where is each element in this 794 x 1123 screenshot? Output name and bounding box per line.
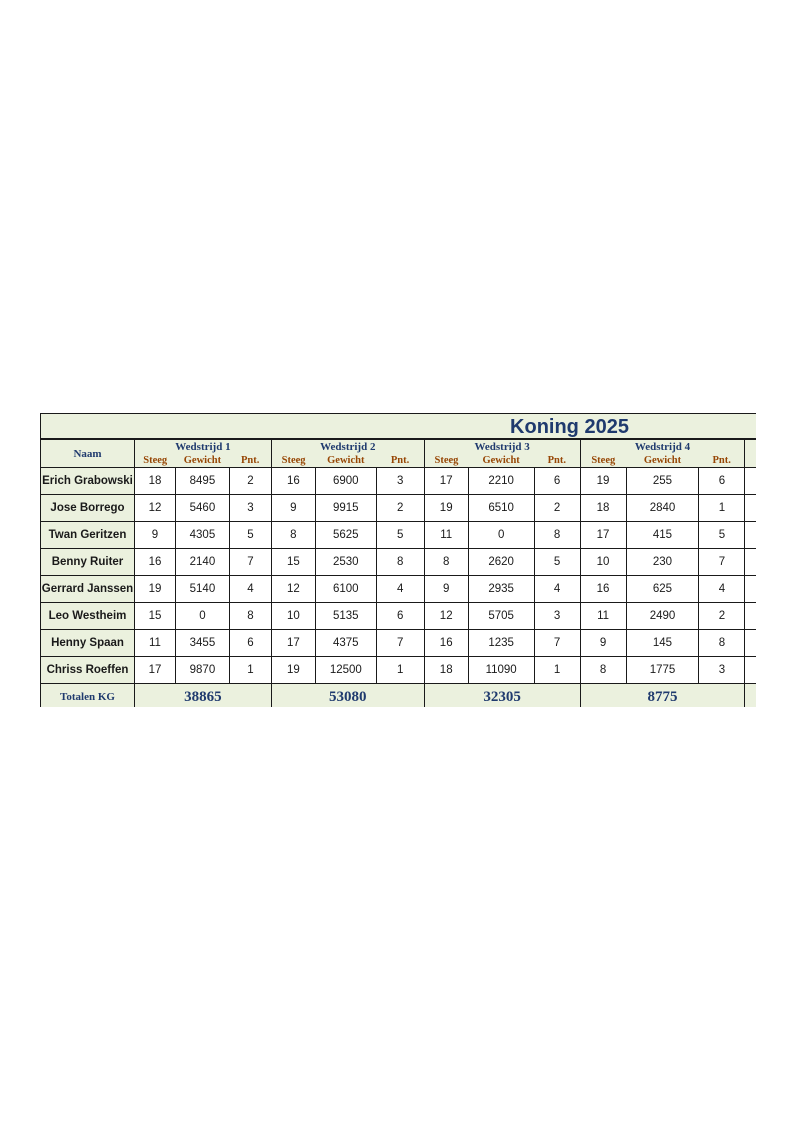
match-1-pnt-cell: 5 (229, 522, 271, 549)
player-name: Leo Westheim (41, 603, 135, 630)
match-2-header: Wedstrijd 2 (271, 440, 424, 455)
next-match-edge-cell (745, 549, 756, 576)
player-name: Jose Borrego (41, 495, 135, 522)
match-1-steeg-cell: 17 (134, 657, 175, 684)
match-4-gewicht-cell: 415 (626, 522, 699, 549)
match-4-pnt-header: Pnt. (699, 454, 745, 468)
match-1-pnt-cell: 1 (229, 657, 271, 684)
match-4-gewicht-header: Gewicht (626, 454, 699, 468)
match-2-gewicht-cell: 12500 (315, 657, 376, 684)
match-2-pnt-cell: 1 (376, 657, 424, 684)
match-2-total: 53080 (271, 684, 424, 708)
score-table (40, 439, 756, 707)
next-match-edge-cell (745, 522, 756, 549)
match-3-steeg-cell: 8 (424, 549, 468, 576)
match-1-gewicht-cell: 2140 (175, 549, 229, 576)
match-2-pnt-cell: 2 (376, 495, 424, 522)
match-3-pnt-header: Pnt. (534, 454, 580, 468)
match-1-pnt-cell: 3 (229, 495, 271, 522)
match-4-total: 8775 (580, 684, 745, 708)
match-2-gewicht-cell: 6900 (315, 468, 376, 495)
table-row (41, 657, 757, 684)
next-match-edge-cell (745, 657, 756, 684)
naam-header: Naam (41, 440, 135, 468)
match-1-gewicht-cell: 8495 (175, 468, 229, 495)
table-row (41, 576, 757, 603)
match-4-steeg-header: Steeg (580, 454, 626, 468)
match-1-steeg-cell: 16 (134, 549, 175, 576)
match-2-gewicht-cell: 9915 (315, 495, 376, 522)
match-4-steeg-cell: 11 (580, 603, 626, 630)
match-4-gewicht-cell: 255 (626, 468, 699, 495)
match-2-pnt-header: Pnt. (376, 454, 424, 468)
match-2-steeg-cell: 15 (271, 549, 315, 576)
match-3-gewicht-cell: 0 (468, 522, 534, 549)
match-1-steeg-header: Steeg (134, 454, 175, 468)
match-3-gewicht-cell: 6510 (468, 495, 534, 522)
match-4-steeg-cell: 9 (580, 630, 626, 657)
next-match-edge-cell (745, 630, 756, 657)
match-4-pnt-cell: 6 (699, 468, 745, 495)
player-name: Erich Grabowski (41, 468, 135, 495)
match-4-gewicht-cell: 145 (626, 630, 699, 657)
next-match-edge-cell (745, 576, 756, 603)
table-row (41, 603, 757, 630)
match-2-steeg-cell: 16 (271, 468, 315, 495)
match-4-pnt-cell: 3 (699, 657, 745, 684)
match-3-pnt-cell: 5 (534, 549, 580, 576)
match-2-pnt-cell: 4 (376, 576, 424, 603)
match-2-steeg-header: Steeg (271, 454, 315, 468)
match-2-steeg-cell: 17 (271, 630, 315, 657)
match-4-gewicht-cell: 625 (626, 576, 699, 603)
table-row (41, 495, 757, 522)
player-name: Henny Spaan (41, 630, 135, 657)
match-4-gewicht-cell: 2840 (626, 495, 699, 522)
match-2-steeg-cell: 19 (271, 657, 315, 684)
next-match-edge (745, 440, 756, 468)
match-1-total: 38865 (134, 684, 271, 708)
table-body (41, 440, 757, 708)
match-3-header: Wedstrijd 3 (424, 440, 580, 455)
match-4-gewicht-cell: 2490 (626, 603, 699, 630)
match-4-pnt-cell: 1 (699, 495, 745, 522)
match-1-steeg-cell: 15 (134, 603, 175, 630)
match-4-gewicht-cell: 230 (626, 549, 699, 576)
next-match-edge-cell (745, 468, 756, 495)
match-2-gewicht-cell: 2530 (315, 549, 376, 576)
player-name: Gerrard Janssen (41, 576, 135, 603)
next-match-total-edge (745, 684, 756, 708)
next-match-edge-cell (745, 495, 756, 522)
next-match-edge-cell (745, 603, 756, 630)
match-3-pnt-cell: 8 (534, 522, 580, 549)
match-4-pnt-cell: 7 (699, 549, 745, 576)
match-3-steeg-cell: 17 (424, 468, 468, 495)
match-2-steeg-cell: 10 (271, 603, 315, 630)
table-row (41, 522, 757, 549)
match-1-steeg-cell: 19 (134, 576, 175, 603)
player-name: Chriss Roeffen (41, 657, 135, 684)
match-1-pnt-cell: 4 (229, 576, 271, 603)
table-row (41, 630, 757, 657)
match-4-pnt-cell: 2 (699, 603, 745, 630)
match-4-steeg-cell: 17 (580, 522, 626, 549)
match-3-gewicht-cell: 2935 (468, 576, 534, 603)
match-2-gewicht-cell: 6100 (315, 576, 376, 603)
match-3-pnt-cell: 6 (534, 468, 580, 495)
totals-row (41, 684, 757, 708)
match-1-pnt-header: Pnt. (229, 454, 271, 468)
match-3-gewicht-cell: 1235 (468, 630, 534, 657)
match-3-steeg-header: Steeg (424, 454, 468, 468)
match-1-gewicht-cell: 5460 (175, 495, 229, 522)
match-4-pnt-cell: 4 (699, 576, 745, 603)
match-2-steeg-cell: 8 (271, 522, 315, 549)
match-2-pnt-cell: 6 (376, 603, 424, 630)
match-1-steeg-cell: 11 (134, 630, 175, 657)
match-3-steeg-cell: 9 (424, 576, 468, 603)
totals-label: Totalen KG (41, 684, 135, 708)
match-1-gewicht-cell: 5140 (175, 576, 229, 603)
table-row (41, 549, 757, 576)
match-3-steeg-cell: 16 (424, 630, 468, 657)
match-3-total: 32305 (424, 684, 580, 708)
match-1-pnt-cell: 6 (229, 630, 271, 657)
table-row (41, 468, 757, 495)
match-4-steeg-cell: 16 (580, 576, 626, 603)
title-row (40, 413, 756, 439)
match-3-pnt-cell: 4 (534, 576, 580, 603)
player-name: Twan Geritzen (41, 522, 135, 549)
player-name: Benny Ruiter (41, 549, 135, 576)
match-2-gewicht-cell: 5135 (315, 603, 376, 630)
match-4-steeg-cell: 19 (580, 468, 626, 495)
match-1-steeg-cell: 12 (134, 495, 175, 522)
match-4-header: Wedstrijd 4 (580, 440, 745, 455)
match-1-pnt-cell: 7 (229, 549, 271, 576)
match-3-gewicht-cell: 11090 (468, 657, 534, 684)
match-3-pnt-cell: 2 (534, 495, 580, 522)
match-2-pnt-cell: 8 (376, 549, 424, 576)
score-sheet (40, 413, 756, 707)
match-1-header: Wedstrijd 1 (134, 440, 271, 455)
match-3-pnt-cell: 3 (534, 603, 580, 630)
match-1-gewicht-cell: 3455 (175, 630, 229, 657)
match-4-steeg-cell: 10 (580, 549, 626, 576)
match-2-gewicht-cell: 4375 (315, 630, 376, 657)
match-3-pnt-cell: 7 (534, 630, 580, 657)
match-3-gewicht-cell: 2620 (468, 549, 534, 576)
match-4-steeg-cell: 18 (580, 495, 626, 522)
match-3-steeg-cell: 11 (424, 522, 468, 549)
match-3-gewicht-cell: 2210 (468, 468, 534, 495)
match-3-steeg-cell: 19 (424, 495, 468, 522)
match-2-gewicht-header: Gewicht (315, 454, 376, 468)
match-3-steeg-cell: 12 (424, 603, 468, 630)
match-2-steeg-cell: 12 (271, 576, 315, 603)
match-1-pnt-cell: 2 (229, 468, 271, 495)
match-header-row (41, 440, 757, 455)
match-4-pnt-cell: 5 (699, 522, 745, 549)
sheet-title: Koning 2025 (510, 416, 629, 438)
match-1-pnt-cell: 8 (229, 603, 271, 630)
match-3-pnt-cell: 1 (534, 657, 580, 684)
match-3-gewicht-header: Gewicht (468, 454, 534, 468)
match-4-steeg-cell: 8 (580, 657, 626, 684)
match-1-gewicht-cell: 4305 (175, 522, 229, 549)
match-1-gewicht-cell: 9870 (175, 657, 229, 684)
match-2-pnt-cell: 5 (376, 522, 424, 549)
match-2-steeg-cell: 9 (271, 495, 315, 522)
match-1-steeg-cell: 9 (134, 522, 175, 549)
match-2-pnt-cell: 3 (376, 468, 424, 495)
sub-header-row (41, 454, 757, 468)
match-2-gewicht-cell: 5625 (315, 522, 376, 549)
match-4-gewicht-cell: 1775 (626, 657, 699, 684)
match-3-steeg-cell: 18 (424, 657, 468, 684)
match-1-gewicht-cell: 0 (175, 603, 229, 630)
match-2-pnt-cell: 7 (376, 630, 424, 657)
match-4-pnt-cell: 8 (699, 630, 745, 657)
match-3-gewicht-cell: 5705 (468, 603, 534, 630)
match-1-steeg-cell: 18 (134, 468, 175, 495)
match-1-gewicht-header: Gewicht (175, 454, 229, 468)
